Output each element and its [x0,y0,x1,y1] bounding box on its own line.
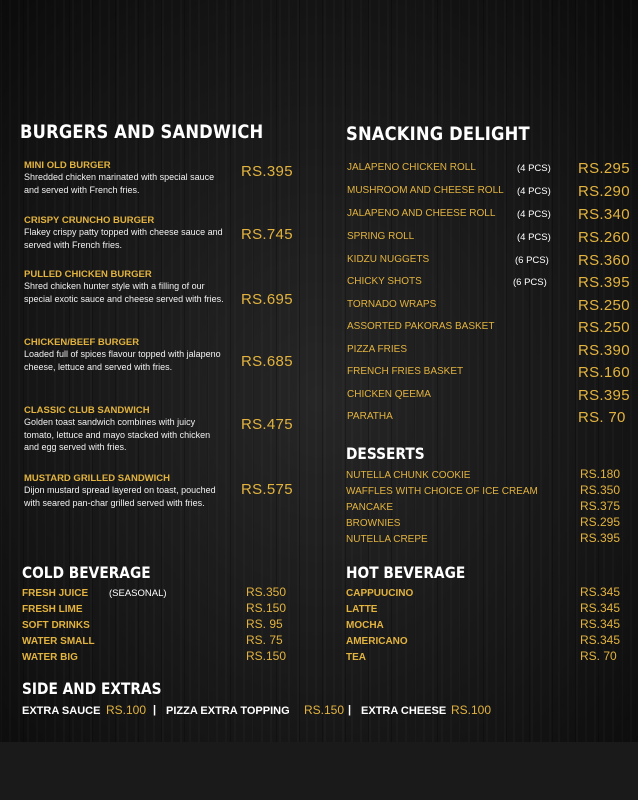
menu-item-price: RS.350 [246,585,287,599]
menu-item-price: RS.390 [578,342,630,359]
side-extras-heading: SIDE AND EXTRAS [22,679,162,698]
snacking-heading: SNACKING DELIGHT [346,123,530,145]
menu-item-qty: (6 PCS) [515,255,549,266]
item-description: Golden toast sandwich combines with juicy tomato, lettuce and mayo stacked with chicken and egg served with fries. [24,417,211,452]
item-price: RS.685 [241,353,293,370]
menu-item [24,405,224,454]
extra-price: RS.100 [451,703,492,717]
item-price: RS.575 [241,481,293,498]
item-price: RS.695 [241,291,293,308]
menu-item-price: RS.250 [578,319,630,336]
menu-item-price: RS.395 [578,387,630,404]
menu-item-price: RS. 70 [580,649,617,663]
menu-item-name: NUTELLA CREPE [346,534,428,545]
menu-item-name: SPRING ROLL [347,231,415,242]
menu-item-name: JALAPENO CHICKEN ROLL [347,162,476,173]
menu-item [24,215,224,251]
menu-item-price: RS.250 [578,297,630,314]
menu-item-name: SOFT DRINKS [22,620,90,631]
menu-item-price: RS. 75 [246,633,283,647]
menu-item-price: RS.395 [580,531,621,545]
menu-item-price: RS.360 [578,252,630,269]
menu-item-price: RS.150 [246,601,287,615]
menu-item-name: TORNADO WRAPS [347,299,437,310]
menu-item-name: KIDZU NUGGETS [347,254,430,265]
menu-item-name: WATER SMALL [22,636,95,647]
item-price: RS.745 [241,226,293,243]
menu-item-name: NUTELLA CHUNK COOKIE [346,470,471,481]
item-name: CHICKEN/BEEF BURGER [24,337,140,348]
menu-item-name: PIZZA FRIES [347,344,408,355]
menu-item-price: RS.180 [580,467,621,481]
menu-item-note: (SEASONAL) [109,588,167,599]
item-name: CLASSIC CLUB SANDWICH [24,405,150,416]
item-description: Dijon mustard spread layered on toast, pouched with seared pan-char grilled served with fries. [24,485,216,508]
menu-item-name: CAPPUUCINO [346,588,414,599]
extra-price: RS.150 [304,703,345,717]
menu-item [24,269,224,305]
hot-beverage-heading: HOT BEVERAGE [346,563,466,582]
menu-item-price: RS.295 [580,515,621,529]
menu-item [24,337,224,373]
menu-item-qty: (4 PCS) [517,186,551,197]
menu-item-price: RS.340 [578,206,630,223]
menu-item-name: AMERICANO [346,636,408,647]
burgers-heading: BURGERS AND SANDWICH [20,121,264,143]
menu-item-price: RS.375 [580,499,621,513]
menu-item-price: RS.350 [580,483,621,497]
item-description: Loaded full of spices flavour topped with jalapeno cheese, lettuce and served with fries. [24,349,221,372]
item-price: RS.395 [241,163,293,180]
menu-item-price: RS.150 [246,649,287,663]
item-description: Shredded chicken marinated with special sauce and served with French fries. [24,172,215,195]
menu-item-name: PARATHA [347,411,393,422]
menu-item-name: CHICKEN QEEMA [347,389,431,400]
menu-item-price: RS. 95 [246,617,283,631]
menu-item-price: RS.395 [578,274,630,291]
menu-item-price: RS.345 [580,601,621,615]
menu-item-name: WATER BIG [22,652,78,663]
menu-item-price: RS.260 [578,229,630,246]
extra-name: EXTRA CHEESE [361,705,447,717]
menu-item-name: FRENCH FRIES BASKET [347,366,464,377]
menu-item-price: RS.160 [578,364,630,381]
menu-item-name: WAFFLES WITH CHOICE OF ICE CREAM [346,486,538,497]
item-name: MUSTARD GRILLED SANDWICH [24,473,171,484]
item-name: PULLED CHICKEN BURGER [24,269,152,280]
menu-item-name: ASSORTED PAKORAS BASKET [347,321,495,332]
extra-price: RS.100 [106,703,147,717]
item-description: Flakey crispy patty topped with cheese sauce and served with French fries. [24,227,223,250]
menu-item-name: BROWNIES [346,518,401,529]
menu-item [24,473,224,509]
menu-item-qty: (4 PCS) [517,232,551,243]
menu-item-qty: (6 PCS) [513,277,547,288]
menu-item-name: CHICKY SHOTS [347,276,422,287]
menu-item-name: FRESH JUICE [22,588,89,599]
item-description: Shred chicken hunter style with a filling of our special exotic sauce and cheese served with fries. [24,281,224,304]
menu-item-qty: (4 PCS) [517,209,551,220]
menu-item-price: RS.345 [580,617,621,631]
menu-item-name: MOCHA [346,620,384,631]
separator: | [153,704,157,716]
separator: | [348,704,352,716]
menu-item-name: LATTE [346,604,378,615]
cold-beverage-heading: COLD BEVERAGE [22,563,151,582]
menu-item-name: MUSHROOM AND CHEESE ROLL [347,185,504,196]
item-name: CRISPY CRUNCHO BURGER [24,215,155,226]
menu-item-name: JALAPENO AND CHEESE ROLL [347,208,496,219]
bottom-band [0,742,638,800]
item-name: MINI OLD BURGER [24,160,111,171]
extra-name: EXTRA SAUCE [22,705,101,717]
menu-item-price: RS. 70 [578,409,626,426]
menu-item-qty: (4 PCS) [517,163,551,174]
menu-item-name: PANCAKE [346,502,394,513]
menu-item-price: RS.345 [580,585,621,599]
extra-name: PIZZA EXTRA TOPPING [166,705,290,717]
desserts-heading: DESSERTS [346,444,425,463]
menu-item-name: TEA [346,652,366,663]
menu-item [24,160,224,196]
menu-item-price: RS.295 [578,160,630,177]
menu-item-price: RS.290 [578,183,630,200]
item-price: RS.475 [241,416,293,433]
menu-item-name: FRESH LIME [22,604,83,615]
menu-item-price: RS.345 [580,633,621,647]
